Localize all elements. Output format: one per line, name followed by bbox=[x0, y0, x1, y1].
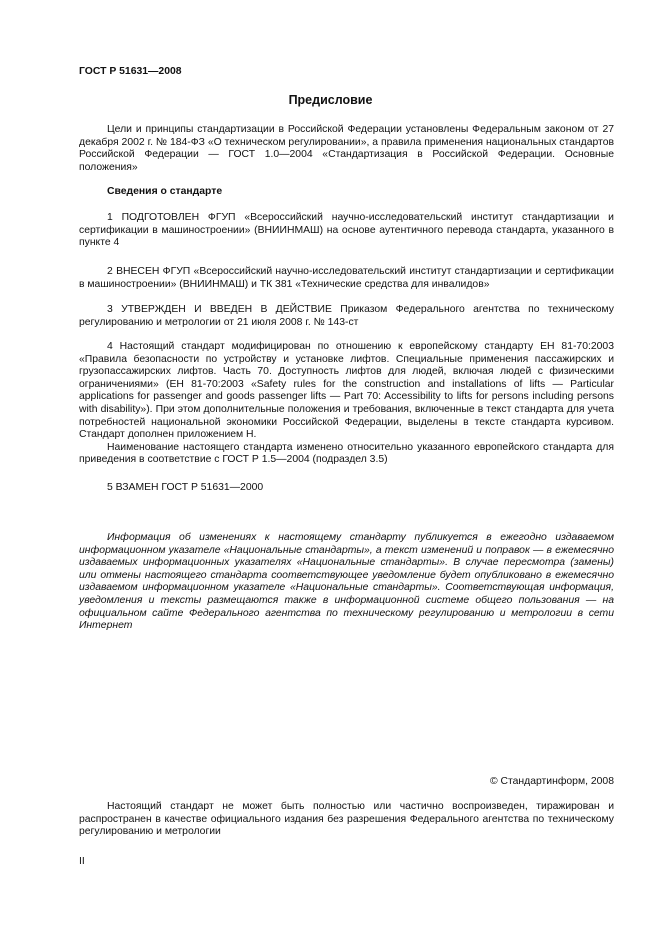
page-title: Предисловие bbox=[288, 93, 373, 107]
item-5 bbox=[79, 482, 614, 495]
item-3-text: 3 УТВЕРЖДЕН И ВВЕДЕН В ДЕЙСТВИЕ Приказом Федерального агентства по техническому регулированию и метрологии от 21 июля 2008 г. № 143-ст bbox=[79, 304, 614, 328]
item-4 bbox=[79, 341, 614, 467]
item-1-text: 1 ПОДГОТОВЛЕН ФГУП «Всероссийский научно-исследовательский институт стандартизации и сертификации в машиностроении» (ВНИИНМАШ) на основе аутентичного перевода стандарта, указанного в пункте 4 bbox=[79, 212, 614, 249]
item-3 bbox=[79, 304, 614, 329]
intro-text: Цели и принципы стандартизации в Российской Федерации установлены Федеральным законом от 27 декабря 2002 г. № 184-ФЗ «О техническом регулировании», а правила применения национальных стандартов Российской Федерации — ГОСТ 1.0—2004 «Стандартизация в Российской Федерации. Основные положения» bbox=[79, 124, 614, 173]
page-number: II bbox=[79, 856, 85, 867]
changes-notice bbox=[79, 532, 614, 633]
info-heading: Сведения о стандарте bbox=[107, 186, 223, 197]
item-1 bbox=[79, 212, 614, 250]
item-4-text: 4 Настоящий стандарт модифицирован по отношению к европейскому стандарту ЕН 81-70:2003 «Правила безопасности по устройству и установке лифтов. Специальные применения пассажирских и грузопассажирских лифтов. Часть 70. Доступность лифтов для людей, включая людей с физическими ограничениями» (EH 81-70:2003 «Safety rules for the construction and installations of lifts — Particular applications for passenger and goods passenger lifts — Part 70: Accessibility to lifts for persons including persons with disability»). При этом дополнительные положения и требования, включенные в текст стандарта для учета потребностей национальной экономики Российской Федерации, выделены в тексте стандарта курсивом. Стандарт дополнен приложением Н. bbox=[79, 341, 614, 441]
item-2-text: 2 ВНЕСЕН ФГУП «Всероссийский научно-исследовательский институт стандартизации и сертификации в машиностроении» (ВНИИНМАШ) и ТК 381 «Технические средства для инвалидов» bbox=[79, 266, 614, 290]
changes-notice-text: Информация об изменениях к настоящему стандарту публикуется в ежегодно издаваемом информационном указателе «Национальные стандарты», а текст изменений и поправок — в ежемесячно издаваемых информационных указателях «Национальные стандарты». В случае пересмотра (замены) или отмены настоящего стандарта соответствующее уведомление будет опубликовано в ежемесячно издаваемом информационном указателе «Национальные стандарты». Соответствующая информация, уведомления и тексты размещаются также в информационной системе общего пользования — на официальном сайте Федерального агентства по техническому регулированию и метрологии в сети Интернет bbox=[79, 532, 614, 632]
intro-paragraph bbox=[79, 124, 614, 174]
reproduction-notice bbox=[79, 801, 614, 839]
reproduction-notice-text: Настоящий стандарт не может быть полностью или частично воспроизведен, тиражирован и распространен в качестве официального издания без разрешения Федерального агентства по техническому регулированию и метрологии bbox=[79, 801, 614, 838]
item-5-text: 5 ВЗАМЕН ГОСТ Р 51631—2000 bbox=[107, 482, 264, 493]
item-4-rename-text: Наименование настоящего стандарта изменено относительно указанного европейского стандарта для приведения в соответствие с ГОСТ Р 1.5—2004 (подраздел 3.5) bbox=[79, 441, 614, 466]
item-2 bbox=[79, 266, 614, 291]
copyright: © Стандартинформ, 2008 bbox=[489, 776, 614, 787]
standard-code-header: ГОСТ Р 51631—2008 bbox=[79, 66, 182, 77]
